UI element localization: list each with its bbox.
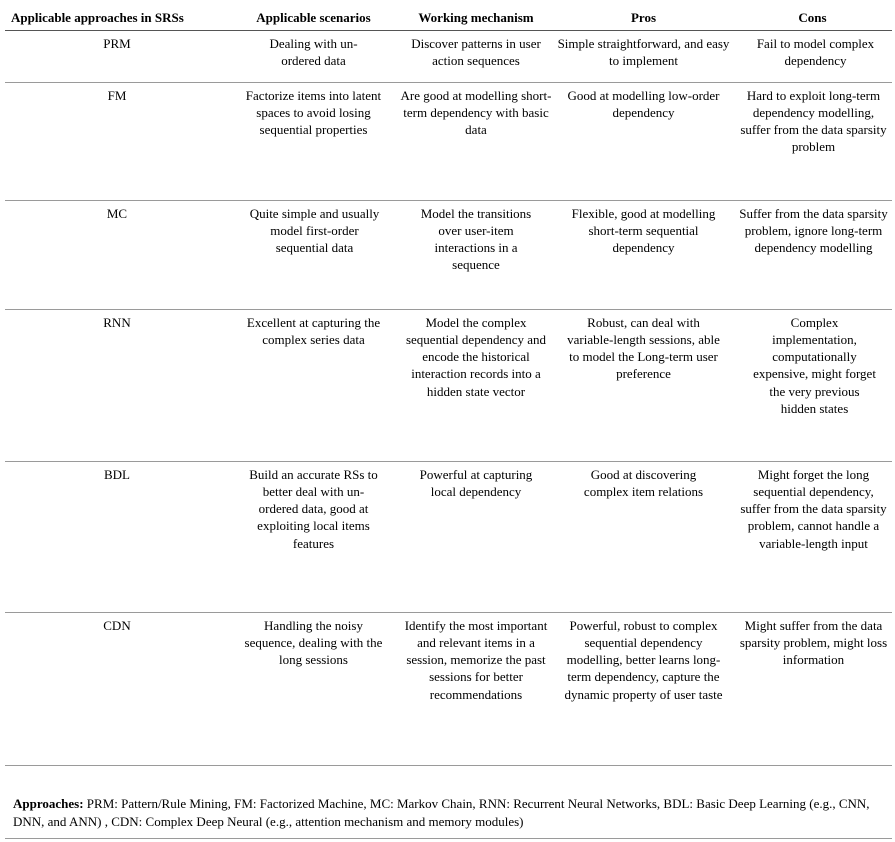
cell-approach: CDN — [5, 612, 229, 765]
cell-approach: FM — [5, 82, 229, 200]
header-mechanism: Working mechanism — [398, 0, 554, 30]
table-footnote — [13, 795, 883, 830]
bottom-rule — [5, 838, 892, 839]
cell-cons: Fail to model complex dependency — [733, 30, 892, 82]
cell-approach: MC — [5, 200, 229, 309]
cell-mechanism: Discover patterns in user action sequences — [398, 30, 554, 82]
cell-mechanism: Model the transitions over user-item interactions in a sequence — [398, 200, 554, 309]
cell-approach: PRM — [5, 30, 229, 82]
cell-cons: Might suffer from the data sparsity problem, might loss information — [733, 612, 892, 765]
cell-scenarios: Handling the noisy sequence, dealing with the long sessions — [229, 612, 398, 765]
cell-pros: Good at modelling low-order dependency — [554, 82, 733, 200]
header-approaches: Applicable approaches in SRSs — [5, 0, 229, 30]
table-row — [5, 309, 892, 461]
cell-approach: RNN — [5, 309, 229, 461]
cell-scenarios: Factorize items into latent spaces to avoid losing sequential properties — [229, 82, 398, 200]
cell-cons: Might forget the long sequential dependency, suffer from the data sparsity problem, cannot handle a variable-length input — [733, 461, 892, 612]
cell-scenarios: Excellent at capturing the complex series data — [229, 309, 398, 461]
table-row — [5, 30, 892, 82]
cell-pros: Flexible, good at modelling short-term sequential dependency — [554, 200, 733, 309]
table-row — [5, 82, 892, 200]
header-scenarios: Applicable scenarios — [229, 0, 398, 30]
table-header-row — [5, 0, 892, 30]
header-pros: Pros — [554, 0, 733, 30]
cell-scenarios: Build an accurate RSs to better deal with un-ordered data, good at exploiting local items features — [229, 461, 398, 612]
cell-scenarios: Quite simple and usually model first-order sequential data — [229, 200, 398, 309]
table-row — [5, 612, 892, 765]
cell-approach: BDL — [5, 461, 229, 612]
cell-pros: Simple straightforward, and easy to implement — [554, 30, 733, 82]
cell-cons: Hard to exploit long-term dependency modelling, suffer from the data sparsity problem — [733, 82, 892, 200]
cell-mechanism: Powerful at capturing local dependency — [398, 461, 554, 612]
cell-cons: Complex implementation, computationally expensive, might forget the very previous hidden states — [733, 309, 892, 461]
cell-pros: Good at discovering complex item relations — [554, 461, 733, 612]
cell-pros: Powerful, robust to complex sequential dependency modelling, better learns long-term dependency, capture the dynamic property of user taste — [554, 612, 733, 765]
cell-mechanism: Model the complex sequential dependency and encode the historical interaction records into a hidden state vector — [398, 309, 554, 461]
srs-approaches-table — [5, 0, 892, 766]
footnote-label: Approaches: — [13, 796, 84, 811]
cell-cons: Suffer from the data sparsity problem, ignore long-term dependency modelling — [733, 200, 892, 309]
header-cons: Cons — [733, 0, 892, 30]
cell-scenarios: Dealing with un-ordered data — [229, 30, 398, 82]
cell-pros: Robust, can deal with variable-length sessions, able to model the Long-term user preference — [554, 309, 733, 461]
table-row — [5, 461, 892, 612]
table-row — [5, 200, 892, 309]
footnote-text: PRM: Pattern/Rule Mining, FM: Factorized Machine, MC: Markov Chain, RNN: Recurrent Neural Networks, BDL: Basic Deep Learning (e.g., CNN, DNN, and ANN) , CDN: Complex Deep Neural (e.g., attention mechanism and memory modules) — [13, 796, 870, 829]
cell-mechanism: Are good at modelling short-term dependency with basic data — [398, 82, 554, 200]
cell-mechanism: Identify the most important and relevant items in a session, memorize the past sessions for better recommendations — [398, 612, 554, 765]
